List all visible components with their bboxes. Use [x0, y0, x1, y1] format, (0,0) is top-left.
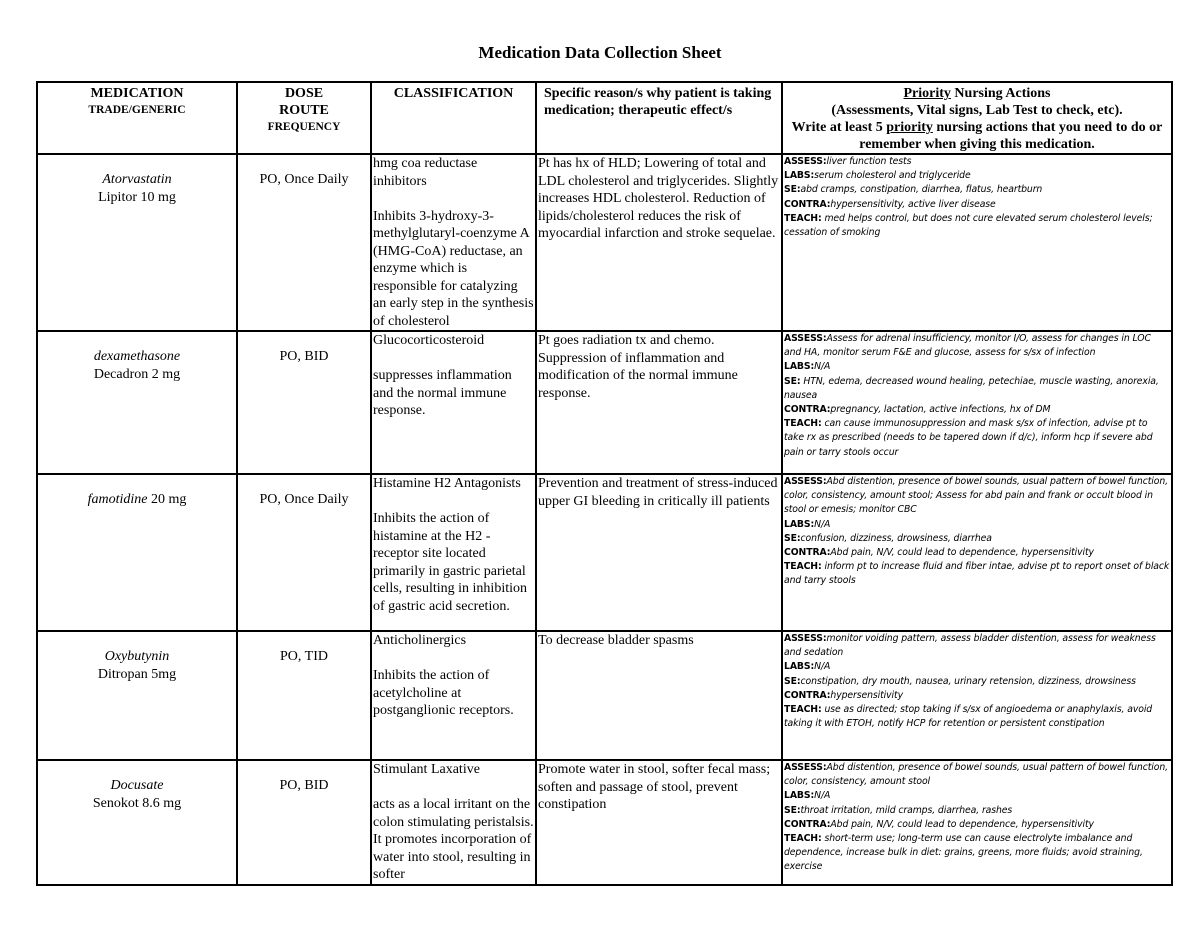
- dose-route-cell: PO, BID: [237, 331, 371, 474]
- contra-line: CONTRA:pregnancy, lactation, active infections, hx of DM: [784, 404, 1051, 416]
- page-title: Medication Data Collection Sheet: [478, 43, 722, 62]
- teach-line: TEACH: short-term use; long-term use can cause electrolyte imbalance and dependence, increase bulk in diet: grains, greens, more fluids; avoid straining, exercise: [784, 833, 1143, 873]
- nursing-actions-cell: [782, 760, 1172, 885]
- se-line: SE: HTN, edema, decreased wound healing, petechiae, muscle wasting, anorexia, nausea: [784, 375, 1159, 401]
- medication-cell: [37, 154, 237, 331]
- labs-line: LABS:serum cholesterol and triglyceride: [784, 170, 971, 182]
- classification-cell: [371, 474, 536, 631]
- class-desc: suppresses inflammation and the normal immune response.: [373, 368, 512, 418]
- header-medication-label: MEDICATION: [90, 86, 184, 101]
- classification-cell: [371, 760, 536, 885]
- medication-cell: [37, 331, 237, 474]
- classification-cell: [371, 154, 536, 331]
- assess-line: ASSESS:liver function tests: [784, 156, 912, 167]
- assess-line: ASSESS:Abd distention, presence of bowel sounds, usual pattern of bowel function, color, consistency, amount stool: [784, 762, 1169, 788]
- reason-cell: Pt goes radiation tx and chemo. Suppression of inflammation and modification of the normal immune response.: [536, 331, 782, 474]
- trade-name: Ditropan 5mg: [97, 667, 177, 682]
- class-desc: acts as a local irritant on the colon stimulating peristalsis. It promotes incorporation of water into stool, resulting in softer: [373, 797, 534, 882]
- header-dose: [237, 82, 371, 154]
- class-name: Histamine H2 Antagonists: [373, 476, 521, 491]
- medication-name-line: [38, 491, 236, 509]
- header-row: [37, 82, 1172, 154]
- contra-line: CONTRA:hypersensitivity, active liver disease: [784, 198, 996, 210]
- class-desc: Inhibits 3-hydroxy-3-methylglutaryl-coenzyme A (HMG-CoA) reductase, an enzyme which is responsible for catalyzing an early step in the synthesis of cholesterol: [373, 208, 534, 329]
- teach-line: TEACH: inform pt to increase fluid and fiber intae, advise pt to report onset of black and tarry stools: [784, 561, 1170, 587]
- teach-line: TEACH: med helps control, but does not cure elevated serum cholesterol levels; cessation of smoking: [784, 212, 1153, 239]
- table-row: [37, 631, 1172, 760]
- generic-name: Atorvastatin: [102, 172, 172, 187]
- generic-name: famotidine: [87, 492, 148, 507]
- assess-line: ASSESS:Assess for adrenal insufficiency, monitor I/O, assess for changes in LOC and HA, monitor serum F&E and glucose, assess for s/sx of infection: [784, 333, 1151, 359]
- class-name: Glucocorticosteroid: [373, 333, 485, 348]
- header-medication: [37, 82, 237, 154]
- trade-name: 20 mg: [147, 492, 187, 507]
- labs-line: LABS:N/A: [784, 361, 831, 373]
- header-nursing-actions: [782, 82, 1172, 154]
- se-line: SE:abd cramps, constipation, diarrhea, flatus, heartburn: [784, 184, 1043, 196]
- se-line: SE:throat irritation, mild cramps, diarrhea, rashes: [784, 804, 1013, 816]
- se-line: SE:confusion, dizziness, drowsiness, diarrhea: [784, 532, 992, 544]
- dose-route-cell: PO, TID: [237, 631, 371, 760]
- teach-line: TEACH: use as directed; stop taking if s/sx of angioedema or anaphylaxis, avoid taking it with ETOH, notify HCP for retention or persistent constipation: [784, 704, 1153, 730]
- assess-line: ASSESS:Abd distention, presence of bowel sounds, usual pattern of bowel function, color, consistency, amount stool; Assess for abd pain and frank or occult blood in stool or emesis; monitor CBC: [784, 476, 1169, 516]
- header-classification: CLASSIFICATION: [371, 82, 536, 154]
- dose-route-cell: PO, Once Daily: [237, 154, 371, 331]
- dose-route-cell: PO, BID: [237, 760, 371, 885]
- nursing-actions-cell: [782, 631, 1172, 760]
- labs-line: LABS:N/A: [784, 518, 831, 530]
- header-reason: Specific reason/s why patient is taking medication; therapeutic effect/s: [536, 82, 782, 154]
- dose-route-cell: PO, Once Daily: [237, 474, 371, 631]
- medication-cell: [37, 474, 237, 631]
- trade-name: Decadron 2 mg: [93, 367, 181, 382]
- assess-line: ASSESS:monitor voiding pattern, assess bladder distention, assess for weakness and sedation: [784, 633, 1156, 659]
- reason-cell: Pt has hx of HLD; Lowering of total and LDL cholesterol and triglycerides. Slightly increases HDL cholesterol. Reduction of lipids/cholesterol reduces the risk of myocardial infarction and stroke sequelae.: [536, 154, 782, 331]
- nursing-actions-cell: [782, 331, 1172, 474]
- table-row: [37, 760, 1172, 885]
- contra-line: CONTRA:Abd pain, N/V, could lead to dependence, hypersensitivity: [784, 547, 1094, 559]
- nursing-actions-cell: [782, 474, 1172, 631]
- reason-cell: Promote water in stool, softer fecal mass; soften and passage of stool, prevent constipation: [536, 760, 782, 885]
- medication-cell: [37, 760, 237, 885]
- header-assessments-line: (Assessments, Vital signs, Lab Test to check, etc).: [831, 103, 1123, 118]
- classification-cell: [371, 331, 536, 474]
- nursing-actions-cell: [782, 154, 1172, 331]
- header-write-line: Write at least 5 priority nursing actions that you need to do or remember when giving this medication.: [791, 120, 1163, 152]
- generic-name: Oxybutynin: [104, 649, 170, 664]
- trade-name: Senokot 8.6 mg: [92, 796, 182, 811]
- labs-line: LABS:N/A: [784, 661, 831, 673]
- reason-cell: To decrease bladder spasms: [536, 631, 782, 760]
- header-route-label: ROUTE: [279, 103, 329, 118]
- reason-cell: Prevention and treatment of stress-induced upper GI bleeding in critically ill patients: [536, 474, 782, 631]
- class-desc: Inhibits the action of histamine at the H2 -receptor site located primarily in gastric parietal cells, resulting in inhibition of gastric acid secretion.: [373, 511, 527, 614]
- header-nursing-actions-title: Priority Nursing Actions: [903, 86, 1051, 101]
- medication-table: [36, 81, 1173, 886]
- header-frequency-label: FREQUENCY: [267, 121, 341, 133]
- generic-name: dexamethasone: [93, 349, 181, 364]
- labs-line: LABS:N/A: [784, 790, 831, 802]
- header-dose-label: DOSE: [284, 86, 324, 101]
- generic-name: Docusate: [110, 778, 164, 793]
- se-line: SE:constipation, dry mouth, nausea, urinary retension, dizziness, drowsiness: [784, 675, 1136, 687]
- teach-line: TEACH: can cause immunosuppression and mask s/sx of infection, advise pt to take rx as prescribed (needs to be tapered down if d/c), inform hcp if severe abd pain or tarry stools occur: [784, 418, 1153, 458]
- class-name: Stimulant Laxative: [373, 762, 480, 777]
- medication-cell: [37, 631, 237, 760]
- contra-line: CONTRA:Abd pain, N/V, could lead to dependence, hypersensitivity: [784, 818, 1094, 830]
- contra-line: CONTRA:hypersensitivity: [784, 689, 903, 701]
- class-desc: Inhibits the action of acetylcholine at postganglionic receptors.: [373, 668, 514, 718]
- header-trade-generic: TRADE/GENERIC: [88, 104, 186, 116]
- table-row: [37, 331, 1172, 474]
- class-name: Anticholinergics: [373, 633, 467, 648]
- trade-name: Lipitor 10 mg: [98, 190, 176, 205]
- table-row: [37, 154, 1172, 331]
- classification-cell: [371, 631, 536, 760]
- table-row: [37, 474, 1172, 631]
- class-name: hmg coa reductase inhibitors: [373, 156, 478, 189]
